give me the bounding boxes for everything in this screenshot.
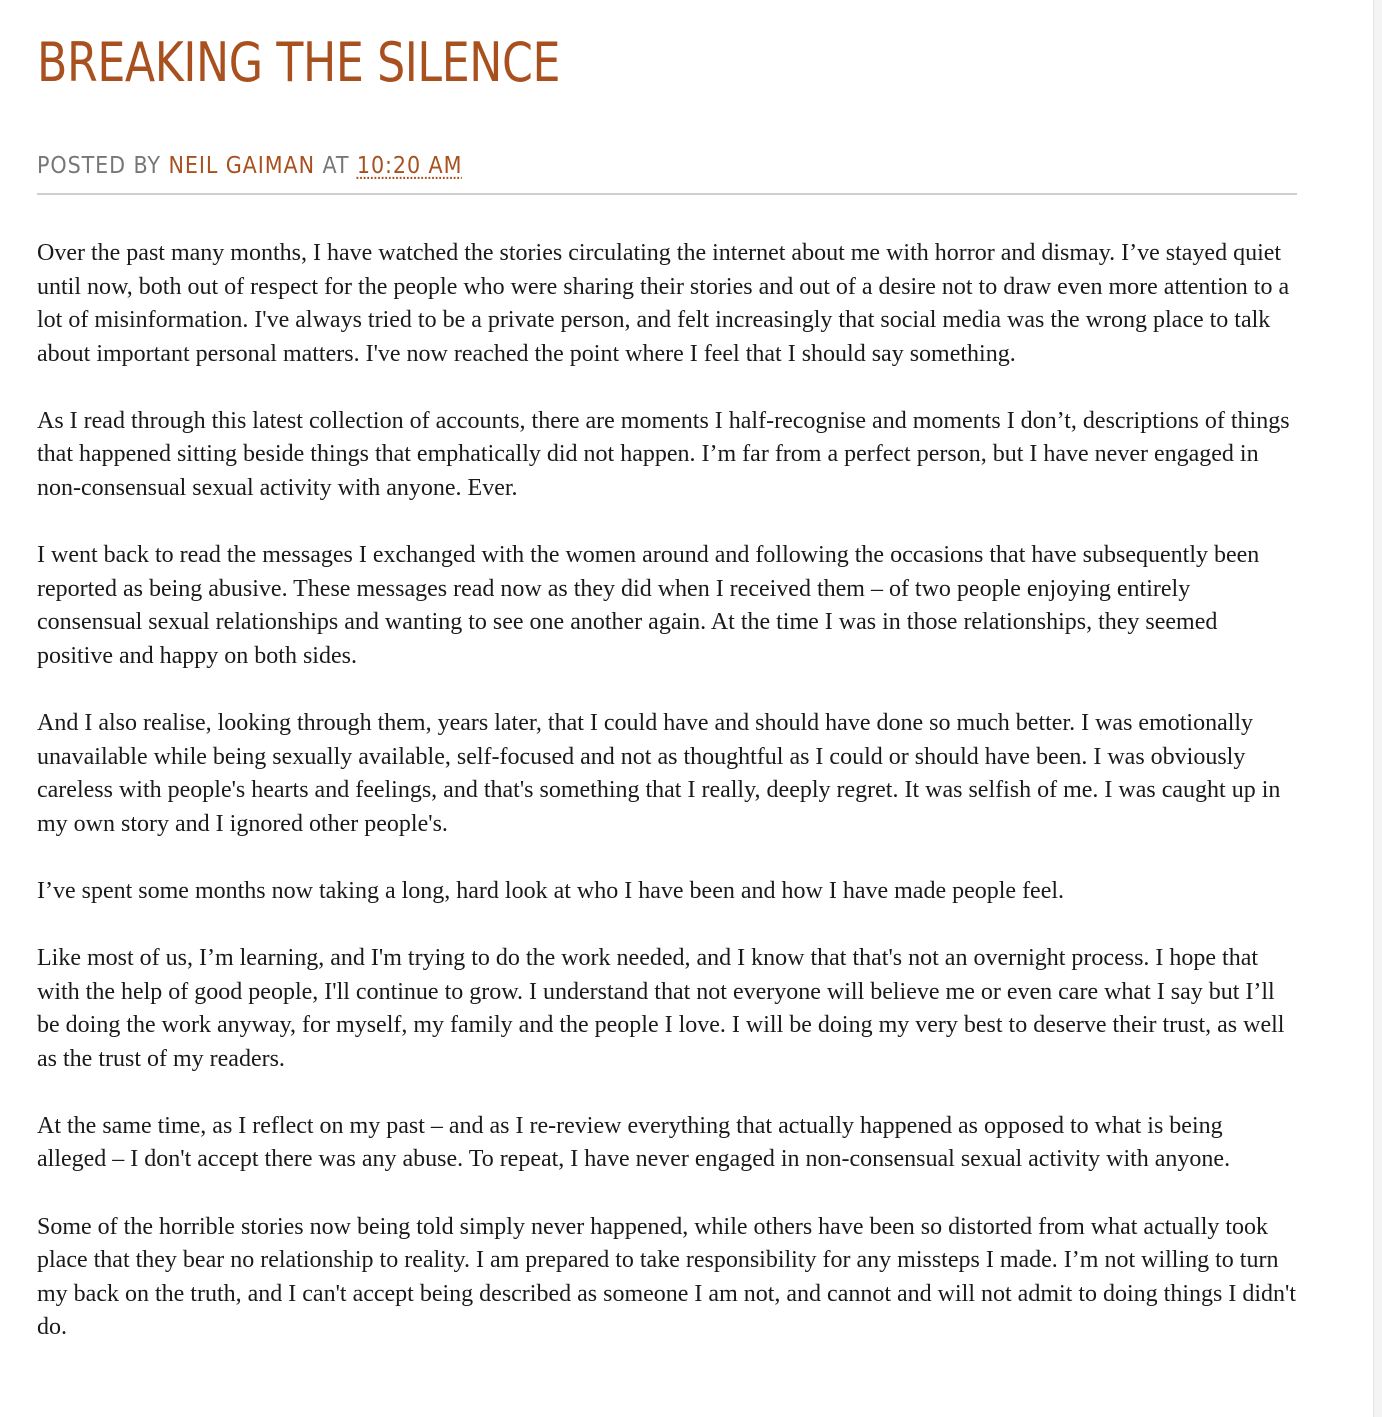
header-divider: [37, 193, 1297, 195]
blog-post: [37, 0, 1297, 1378]
post-timestamp-link[interactable]: 10:20 AM: [356, 153, 463, 179]
paragraph: I’ve spent some months now taking a long, hard look at who I have been and how I have made people feel.: [37, 877, 1065, 904]
posted-by-label: POSTED BY: [37, 153, 161, 179]
post-meta: [37, 150, 1171, 182]
paragraph: I went back to read the messages I exchanged with the women around and following the occasions that have subsequently been reported as being abusive. These messages read now as they did when I received them – of two people enjoying entirely consensual sexual relationships and wanting to see one another again. At the time I was in those relationships, they seemed positive and happy on both sides.: [37, 542, 1260, 669]
post-title[interactable]: BREAKING THE SILENCE: [37, 31, 561, 94]
paragraph: As I read through this latest collection of accounts, there are moments I half-recognise and moments I don’t, descriptions of things that happened sitting beside things that emphatically did not happen. I’m far from a perfect person, but I have never engaged in non-consensual sexual activity with anyone. Ever.: [37, 407, 1290, 502]
at-label: AT: [322, 153, 350, 179]
paragraph: Over the past many months, I have watched the stories circulating the internet about me with horror and dismay. I’ve stayed quiet until now, both out of respect for the people who were sharing their stories and out of a desire not to draw even more attention to a lot of misinformation. I've always tried to be a private person, and felt increasingly that social media was the wrong place to talk about important personal matters. I've now reached the point where I feel that I should say something.: [37, 240, 1290, 367]
post-body: [37, 237, 1297, 1345]
paragraph: Some of the horrible stories now being told simply never happened, while others have been so distorted from what actually took place that they bear no relationship to reality. I am prepared to take responsibility for any missteps I made. I’m not willing to turn my back on the truth, and I can't accept being described as someone I am not, and cannot and will not admit to doing things I didn't do.: [37, 1213, 1297, 1341]
author-link[interactable]: NEIL GAIMAN: [168, 153, 315, 179]
paragraph: At the same time, as I reflect on my past – and as I re-review everything that actually happened as opposed to what is being alleged – I don't accept there was any abuse. To repeat, I have never engaged in non-consensual sexual activity with anyone.: [37, 1112, 1231, 1173]
paragraph: Like most of us, I’m learning, and I'm trying to do the work needed, and I know that that's not an overnight process. I hope that with the help of good people, I'll continue to grow. I understand that not everyone will believe me or even care what I say but I’ll be doing the work anyway, for myself, my family and the people I love. I will be doing my very best to deserve their trust, as well as the trust of my readers.: [37, 945, 1285, 1072]
paragraph: And I also realise, looking through them, years later, that I could have and should have done so much better. I was emotionally unavailable while being sexually available, self-focused and not as thoughtful as I could or should have been. I was obviously careless with people's hearts and feelings, and that's something that I really, deeply regret. It was selfish of me. I was caught up in my own story and I ignored other people's.: [37, 710, 1281, 837]
scrollbar-track[interactable]: [1373, 0, 1382, 1417]
